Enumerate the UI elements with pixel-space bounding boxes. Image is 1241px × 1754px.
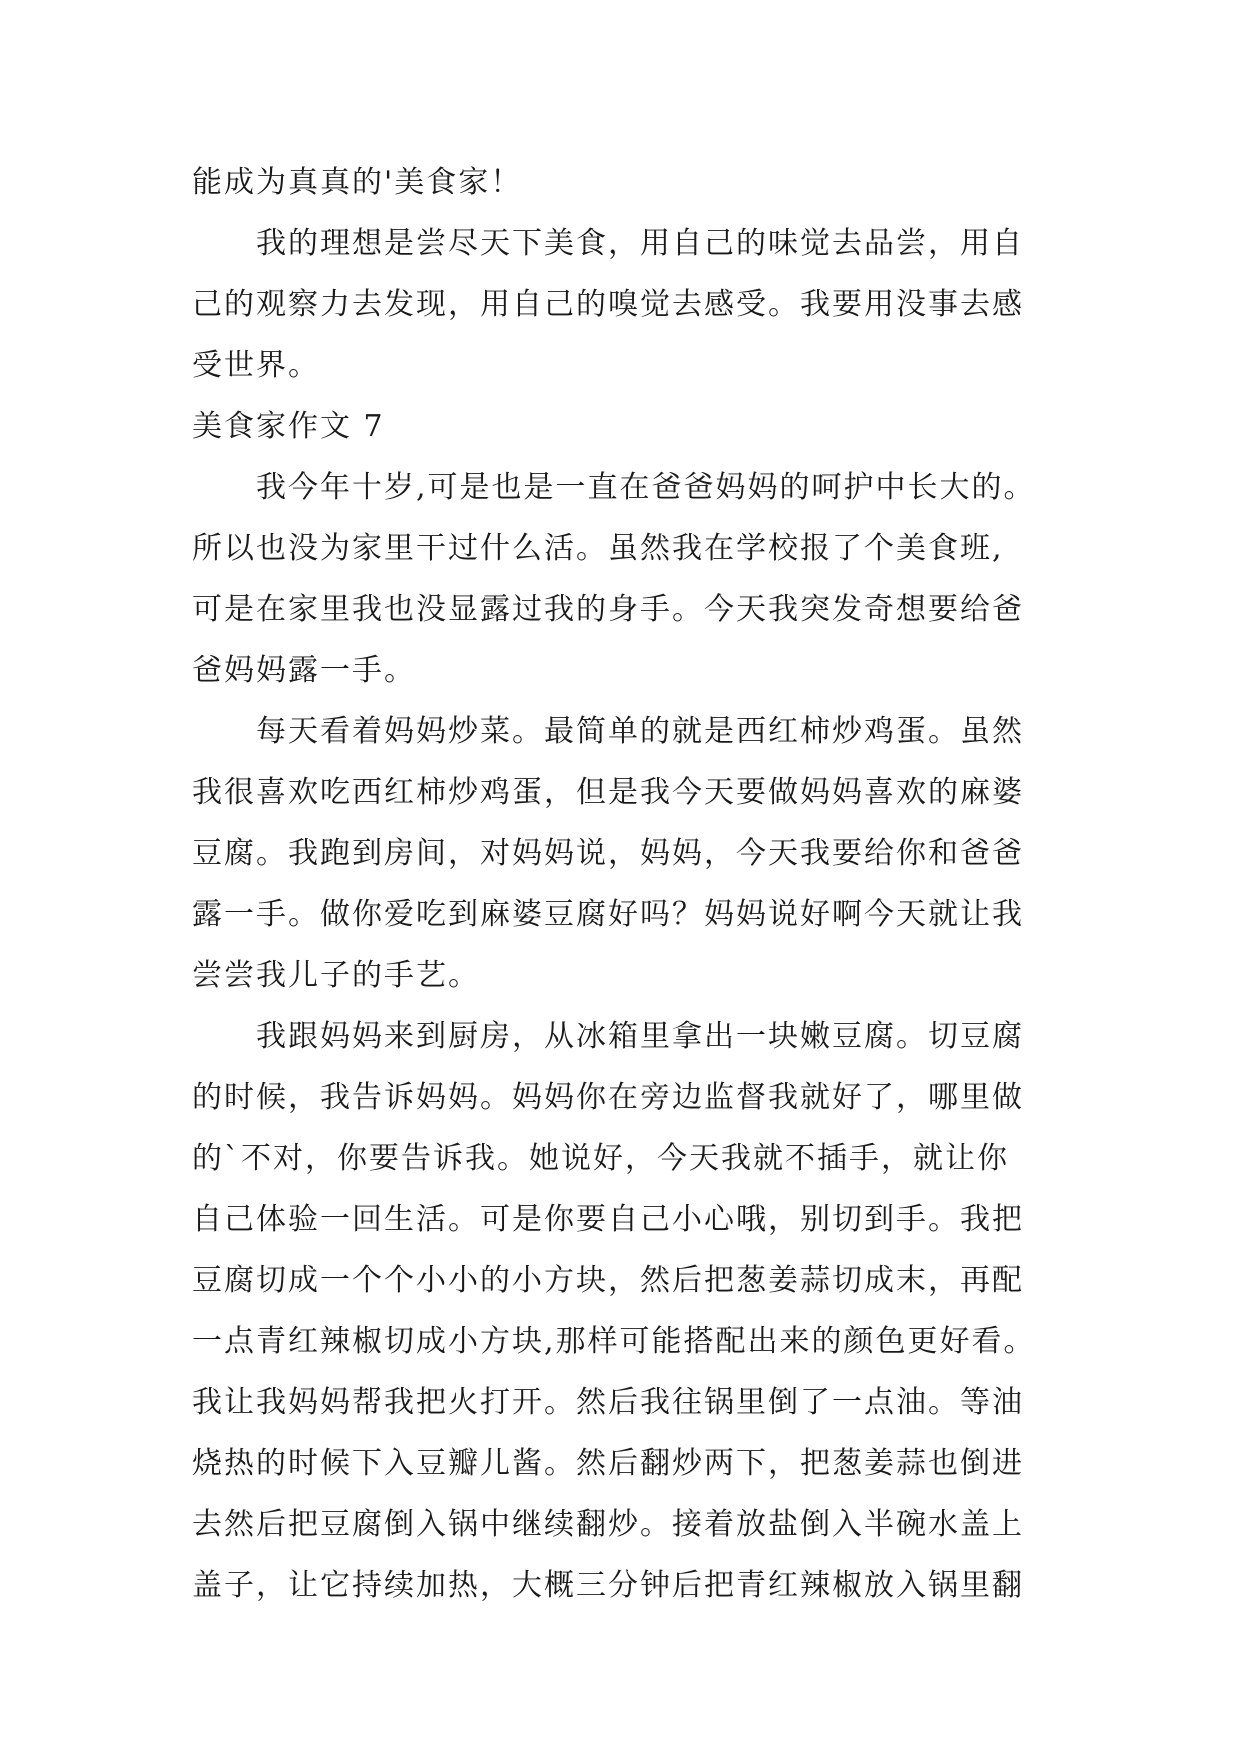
text-line: 能成为真真的'美食家！: [192, 165, 523, 200]
text-line: 我很喜欢吃西红柿炒鸡蛋，但是我今天要做妈妈喜欢的麻婆: [192, 775, 1024, 810]
text-line: 所以也没为家里干过什么活。虽然我在学校报了个美食班,: [192, 531, 1004, 566]
text-line: 受世界。: [192, 348, 320, 383]
text-line: 盖子，让它持续加热，大概三分钟后把青红辣椒放入锅里翻: [192, 1568, 1024, 1603]
text-line: 烧热的时候下入豆瓣儿酱。然后翻炒两下，把葱姜蒜也倒进: [192, 1446, 1024, 1481]
text-line: 可是在家里我也没显露过我的身手。今天我突发奇想要给爸: [192, 592, 1024, 627]
text-line: 我让我妈妈帮我把火打开。然后我往锅里倒了一点油。等油: [192, 1385, 1024, 1420]
text-line: 豆腐切成一个个小小的小方块，然后把葱姜蒜切成末，再配: [192, 1263, 1024, 1298]
text-line: 一点青红辣椒切成小方块,那样可能搭配出来的颜色更好看。: [192, 1324, 1036, 1359]
text-line: 去然后把豆腐倒入锅中继续翻炒。接着放盐倒入半碗水盖上: [192, 1507, 1024, 1542]
paragraph-first-line: 我的理想是尝尽天下美食，用自己的味觉去品尝，用自: [256, 226, 1024, 261]
text-line: 的`不对，你要告诉我。她说好，今天我就不插手，就让你: [192, 1141, 1009, 1176]
text-line: 自己体验一回生活。可是你要自己小心哦，别切到手。我把: [192, 1202, 1024, 1237]
text-line: 的时候，我告诉妈妈。妈妈你在旁边监督我就好了，哪里做: [192, 1080, 1024, 1115]
section-heading: 美食家作文 7: [192, 409, 385, 444]
text-line: 己的观察力去发现，用自己的嗅觉去感受。我要用没事去感: [192, 287, 1024, 322]
text-line: 豆腐。我跑到房间，对妈妈说，妈妈，今天我要给你和爸爸: [192, 836, 1024, 871]
text-line: 露一手。做你爱吃到麻婆豆腐好吗？妈妈说好啊今天就让我: [192, 897, 1024, 932]
paragraph-first-line: 我跟妈妈来到厨房，从冰箱里拿出一块嫩豆腐。切豆腐: [256, 1019, 1024, 1054]
essay-body: [192, 152, 1062, 1616]
text-line: 爸妈妈露一手。: [192, 653, 416, 688]
paragraph-first-line: 我今年十岁,可是也是一直在爸爸妈妈的呵护中长大的。: [256, 470, 1036, 505]
paragraph-first-line: 每天看着妈妈炒菜。最简单的就是西红柿炒鸡蛋。虽然: [256, 714, 1024, 749]
text-line: 尝尝我儿子的手艺。: [192, 958, 480, 993]
